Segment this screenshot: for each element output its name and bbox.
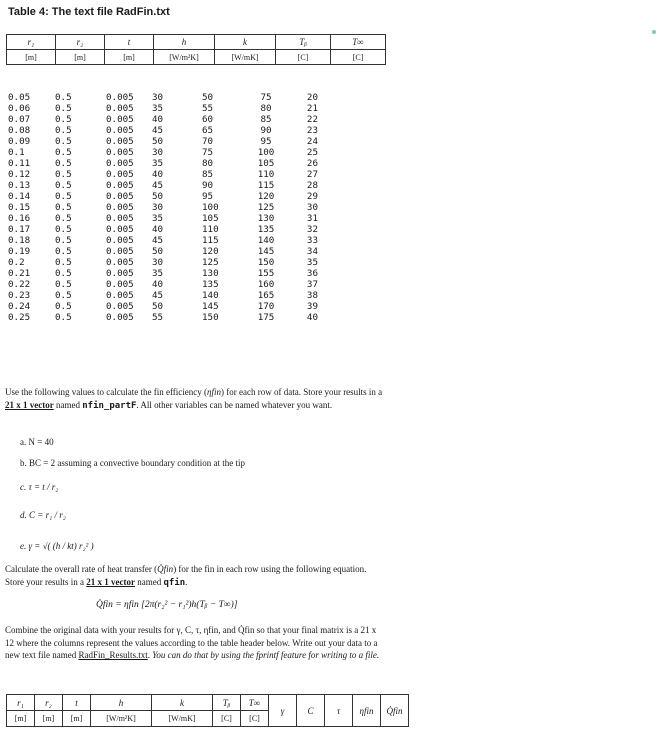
table-cell: 22 <box>306 114 318 125</box>
footer-symbol: t <box>63 695 91 711</box>
table-cell: 105 <box>202 213 219 224</box>
table-cell: 50 <box>152 136 164 147</box>
header-symbol: t <box>105 35 154 50</box>
decorative-dot <box>652 30 656 34</box>
table-cell: 175 <box>257 312 275 323</box>
heat-transfer-equation: Q̇fin = ηfin [2π(r₂² − r₁²)h(Tᵦ − T∞)] <box>96 600 238 610</box>
table-cell: 145 <box>257 246 275 257</box>
table-cell: 37 <box>306 279 318 290</box>
table-cell: 40 <box>152 224 164 235</box>
table-cell: 75 <box>202 147 214 158</box>
table-cell: 0.5 <box>55 114 72 125</box>
table-cell: 24 <box>306 136 318 147</box>
table-cell: 135 <box>257 224 275 235</box>
table-cell: 150 <box>202 312 219 323</box>
table-cell: 0.5 <box>55 246 72 257</box>
table-cell: 0.5 <box>55 257 72 268</box>
table-cell: 90 <box>202 180 214 191</box>
table-cell: 45 <box>152 125 164 136</box>
table-cell: 0.005 <box>106 246 134 257</box>
table-cell: 45 <box>152 180 164 191</box>
footer-unit: [W/m²K] <box>91 711 152 727</box>
footer-symbol: r₂ <box>35 695 63 711</box>
table-cell: 0.18 <box>8 235 31 246</box>
instruction-paragraph-1: Use the following values to calculate the fin efficiency (ηfin) for each row of data. Store your results in a 21 x 1 vector named nfin_partF. All other variables can be named whatever you want. <box>5 387 383 411</box>
table-cell: 155 <box>257 268 275 279</box>
table-cell: 0.005 <box>106 114 134 125</box>
table-cell: 30 <box>152 147 164 158</box>
table-cell: 0.5 <box>55 136 72 147</box>
table-cell: 135 <box>202 279 219 290</box>
footer-symbol: T∞ <box>241 695 269 711</box>
table-cell: 0.5 <box>55 213 72 224</box>
table-cell: 95 <box>202 191 214 202</box>
list-item-c: c. τ = t / r₂ <box>20 482 59 492</box>
table-cell: 39 <box>306 301 318 312</box>
footer-symbol: r₁ <box>7 695 35 711</box>
table-cell: 100 <box>257 147 275 158</box>
instruction-paragraph-3: Combine the original data with your results for γ, C, τ, ηfin, and Q̇fin so that your final matrix is a 21 x 12 where the columns represent the values according to the table header below. Write out your data to a new text file named RadFin_Results.txt. You can do that by using the fprintf feature for writing to a file. <box>5 625 380 660</box>
table-cell: 28 <box>306 180 318 191</box>
table-cell: 105 <box>257 158 275 169</box>
table-cell: 165 <box>257 290 275 301</box>
table-title: Table 4: The text file RadFin.txt <box>8 6 170 18</box>
table-cell: 0.05 <box>8 92 31 103</box>
table-cell: 0.21 <box>8 268 31 279</box>
table-cell: 85 <box>260 114 272 125</box>
footer-symbol: h <box>91 695 152 711</box>
table-cell: 120 <box>202 246 219 257</box>
footer-unit: [C] <box>213 711 241 727</box>
table-cell: 0.5 <box>55 125 72 136</box>
header-unit: [C] <box>331 50 386 65</box>
table-cell: 30 <box>152 202 164 213</box>
table-cell: 0.005 <box>106 290 134 301</box>
table-cell: 0.005 <box>106 235 134 246</box>
table-cell: 0.5 <box>55 224 72 235</box>
table-cell: 50 <box>202 92 214 103</box>
table-cell: 0.5 <box>55 103 72 114</box>
table-cell: 0.005 <box>106 191 134 202</box>
table-cell: 0.23 <box>8 290 31 301</box>
footer-symbol: C <box>297 695 325 727</box>
table-cell: 35 <box>306 257 318 268</box>
header-symbol: h <box>154 35 215 50</box>
header-unit: [m] <box>56 50 105 65</box>
table-cell: 0.005 <box>106 103 134 114</box>
list-item-e: e. γ = √( (h / kt) r₂² ) <box>20 541 94 551</box>
table-cell: 0.005 <box>106 92 134 103</box>
table-cell: 140 <box>257 235 275 246</box>
footer-symbol: Q̇fin <box>381 695 409 727</box>
footer-symbol: k <box>152 695 213 711</box>
table-cell: 0.005 <box>106 158 134 169</box>
footer-symbol: Tᵦ <box>213 695 241 711</box>
header-symbol: Tᵦ <box>276 35 331 50</box>
table-cell: 35 <box>152 158 164 169</box>
header-unit: [m] <box>7 50 56 65</box>
table-cell: 0.5 <box>55 290 72 301</box>
table-cell: 125 <box>202 257 219 268</box>
results-header-table <box>6 694 409 727</box>
table-cell: 0.005 <box>106 213 134 224</box>
table-cell: 38 <box>306 290 318 301</box>
table-cell: 0.5 <box>55 92 72 103</box>
table-cell: 100 <box>202 202 219 213</box>
table-cell: 50 <box>152 191 164 202</box>
table-cell: 23 <box>306 125 318 136</box>
table-cell: 50 <box>152 246 164 257</box>
table-cell: 0.5 <box>55 312 72 323</box>
table-cell: 140 <box>202 290 219 301</box>
table-cell: 0.005 <box>106 312 134 323</box>
table-cell: 33 <box>306 235 318 246</box>
table-cell: 27 <box>306 169 318 180</box>
header-table <box>6 34 386 65</box>
table-cell: 60 <box>202 114 214 125</box>
table-cell: 0.08 <box>8 125 31 136</box>
table-cell: 0.005 <box>106 279 134 290</box>
table-cell: 0.17 <box>8 224 31 235</box>
table-cell: 110 <box>202 224 219 235</box>
table-cell: 0.5 <box>55 169 72 180</box>
table-cell: 0.07 <box>8 114 31 125</box>
table-cell: 110 <box>257 169 275 180</box>
table-cell: 0.15 <box>8 202 31 213</box>
table-cell: 0.005 <box>106 136 134 147</box>
header-symbol: r₂ <box>56 35 105 50</box>
table-cell: 0.06 <box>8 103 31 114</box>
table-cell: 65 <box>202 125 214 136</box>
table-cell: 40 <box>152 279 164 290</box>
table-cell: 115 <box>202 235 219 246</box>
table-cell: 0.5 <box>55 147 72 158</box>
footer-symbol: ηfin <box>353 695 381 727</box>
list-item-a: a. N = 40 <box>20 437 54 447</box>
table-cell: 130 <box>202 268 219 279</box>
footer-unit: [C] <box>241 711 269 727</box>
header-unit: [W/m²K] <box>154 50 215 65</box>
header-unit: [C] <box>276 50 331 65</box>
table-cell: 0.11 <box>8 158 31 169</box>
table-cell: 35 <box>152 268 164 279</box>
footer-symbol: γ <box>269 695 297 727</box>
instruction-paragraph-2: Calculate the overall rate of heat transfer (Q̇fin) for the fin in each row using the following equation. Store your results in a 21 x 1 vector named qfin. <box>5 564 367 588</box>
table-cell: 115 <box>257 180 275 191</box>
table-cell: 75 <box>260 92 272 103</box>
table-cell: 45 <box>152 290 164 301</box>
table-cell: 40 <box>306 312 318 323</box>
table-cell: 0.24 <box>8 301 31 312</box>
table-cell: 90 <box>260 125 272 136</box>
table-cell: 45 <box>152 235 164 246</box>
table-cell: 70 <box>202 136 214 147</box>
table-cell: 21 <box>306 103 318 114</box>
table-cell: 0.5 <box>55 158 72 169</box>
header-symbol: T∞ <box>331 35 386 50</box>
table-cell: 0.12 <box>8 169 31 180</box>
footer-unit: [m] <box>7 711 35 727</box>
table-cell: 85 <box>202 169 214 180</box>
table-cell: 0.5 <box>55 279 72 290</box>
table-cell: 0.005 <box>106 180 134 191</box>
table-cell: 0.13 <box>8 180 31 191</box>
table-cell: 29 <box>306 191 318 202</box>
table-cell: 50 <box>152 301 164 312</box>
footer-unit: [W/mK] <box>152 711 213 727</box>
table-cell: 170 <box>257 301 275 312</box>
table-cell: 0.005 <box>106 125 134 136</box>
table-cell: 30 <box>152 257 164 268</box>
table-cell: 32 <box>306 224 318 235</box>
table-cell: 35 <box>152 103 164 114</box>
table-cell: 0.5 <box>55 180 72 191</box>
table-cell: 0.005 <box>106 301 134 312</box>
table-cell: 34 <box>306 246 318 257</box>
table-cell: 0.005 <box>106 224 134 235</box>
table-cell: 0.5 <box>55 191 72 202</box>
table-cell: 20 <box>306 92 318 103</box>
table-cell: 0.005 <box>106 202 134 213</box>
table-cell: 80 <box>202 158 214 169</box>
table-cell: 0.005 <box>106 268 134 279</box>
table-cell: 0.005 <box>106 169 134 180</box>
table-cell: 125 <box>257 202 275 213</box>
table-cell: 0.5 <box>55 268 72 279</box>
table-cell: 36 <box>306 268 318 279</box>
table-cell: 30 <box>306 202 318 213</box>
table-cell: 0.1 <box>8 147 25 158</box>
list-item-b: b. BC = 2 assuming a convective boundary condition at the tip <box>20 458 246 468</box>
footer-symbol: τ <box>325 695 353 727</box>
table-cell: 145 <box>202 301 219 312</box>
table-cell: 25 <box>306 147 318 158</box>
table-cell: 0.5 <box>55 235 72 246</box>
footer-unit: [m] <box>35 711 63 727</box>
table-cell: 0.14 <box>8 191 31 202</box>
table-cell: 35 <box>152 213 164 224</box>
list-item-d: d. C = r₁ / r₂ <box>20 510 66 520</box>
table-cell: 80 <box>260 103 272 114</box>
table-cell: 55 <box>152 312 164 323</box>
table-cell: 0.005 <box>106 257 134 268</box>
header-unit: [m] <box>105 50 154 65</box>
header-unit: [W/mK] <box>215 50 276 65</box>
footer-unit: [m] <box>63 711 91 727</box>
table-cell: 0.22 <box>8 279 31 290</box>
header-symbol: r₁ <box>7 35 56 50</box>
table-cell: 0.5 <box>55 202 72 213</box>
table-cell: 0.25 <box>8 312 31 323</box>
table-cell: 0.005 <box>106 147 134 158</box>
table-cell: 26 <box>306 158 318 169</box>
table-cell: 40 <box>152 114 164 125</box>
table-cell: 130 <box>257 213 275 224</box>
header-symbol: k <box>215 35 276 50</box>
table-cell: 95 <box>260 136 272 147</box>
table-cell: 55 <box>202 103 214 114</box>
table-cell: 30 <box>152 92 164 103</box>
table-cell: 120 <box>257 191 275 202</box>
table-cell: 0.2 <box>8 257 25 268</box>
table-cell: 0.19 <box>8 246 31 257</box>
table-cell: 40 <box>152 169 164 180</box>
table-cell: 150 <box>257 257 275 268</box>
table-cell: 31 <box>306 213 318 224</box>
table-cell: 0.09 <box>8 136 31 147</box>
table-cell: 160 <box>257 279 275 290</box>
table-cell: 0.16 <box>8 213 31 224</box>
table-cell: 0.5 <box>55 301 72 312</box>
